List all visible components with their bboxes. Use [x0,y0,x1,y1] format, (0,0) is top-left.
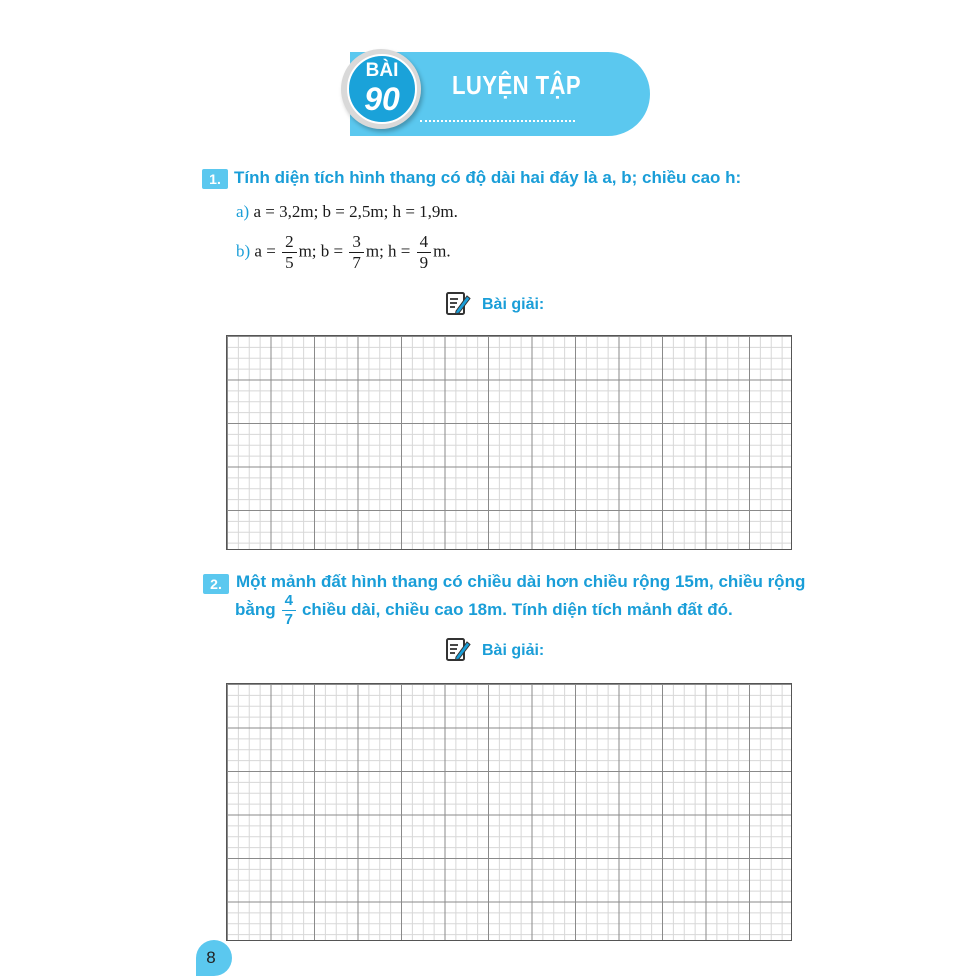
fraction-a-numerator: 2 [282,232,297,253]
fraction-b-numerator: 3 [349,232,364,253]
exercise-2-number: 2. [203,574,229,594]
fraction-a [282,232,297,273]
page-number: 8 [206,948,216,967]
part-a-text: a = 3,2m; b = 2,5m; h = 1,9m. [253,202,458,221]
part-b-h-prefix: m; h = [365,241,411,261]
fraction-b-denominator: 7 [352,253,361,272]
fraction-h [417,232,432,273]
part-b-label: b) [236,241,251,261]
part-a-label: a) [236,202,250,221]
part-b-a-prefix: a = [254,241,276,261]
title-dotted-line [420,120,575,122]
solution-label-1: Bài giải: [482,296,545,313]
fraction-b [349,232,364,273]
part-b-b-prefix: m; b = [298,241,344,261]
exercise-2-line-2-prefix: bằng [235,599,276,619]
answer-grid-2[interactable] [226,683,792,941]
pencil-note-icon [445,636,471,667]
fraction-h-denominator: 9 [419,253,429,272]
lesson-number: 90 [364,81,400,117]
exercise-1-prompt: Tính diện tích hình thang có độ dài hai đáy là a, b; chiều cao h: [234,168,742,187]
exercise-2-line-1: Một mảnh đất hình thang có chiều dài hơn chiều rộng 15m, chiều rộng [236,572,806,591]
fraction-a-denominator: 5 [285,253,294,272]
page-title: LUYỆN TẬP [452,70,582,100]
pencil-note-icon [445,290,471,321]
part-b-suffix: m. [433,241,451,261]
solution-label-2: Bài giải: [482,642,545,659]
fraction-width-denominator: 7 [284,611,293,628]
fraction-width-numerator: 4 [282,592,296,611]
exercise-2-line-2 [235,592,733,629]
exercise-1-number: 1. [202,169,228,189]
answer-grid-1[interactable] [226,335,792,550]
exercise-1-part-a [236,202,458,222]
exercise-2-line-2-suffix: chiều dài, chiều cao 18m. Tính diện tích mảnh đất đó. [301,599,733,619]
lesson-badge-label: BÀI [365,60,399,81]
fraction-width [282,592,296,629]
fraction-h-numerator: 4 [417,232,432,253]
exercise-1-part-b [236,232,451,273]
